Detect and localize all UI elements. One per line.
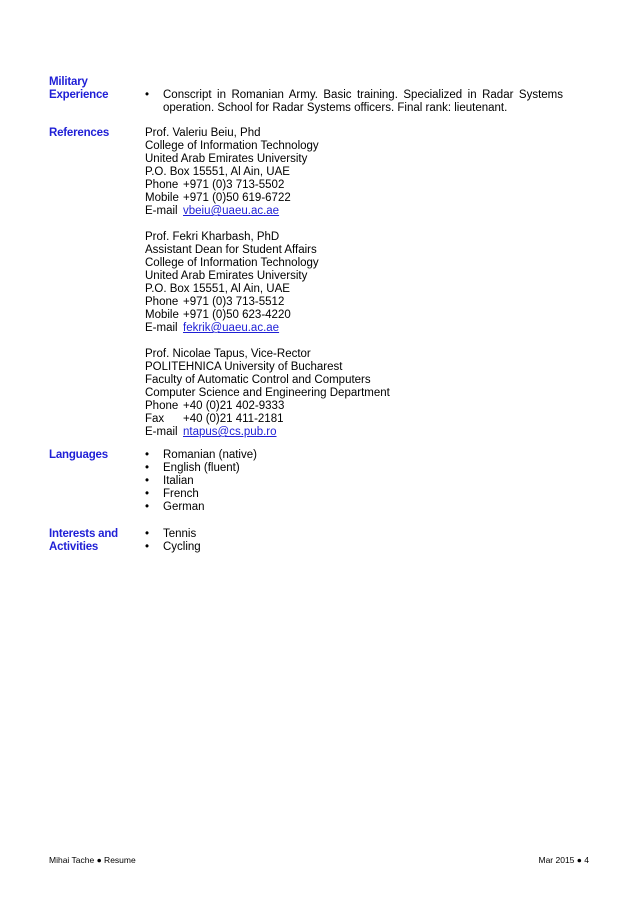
reference-line: Prof. Valeriu Beiu, Phd (145, 127, 261, 139)
label-line: Interests and (49, 528, 118, 540)
phone-line (145, 296, 563, 309)
reference-line: College of Information Technology (145, 257, 319, 269)
military-list (145, 89, 563, 115)
reference-line: Prof. Fekri Kharbash, PhD (145, 231, 280, 243)
language-text: French (163, 488, 199, 500)
interest-text: Cycling (163, 541, 201, 553)
section-label-military (49, 76, 139, 102)
references-content (145, 127, 563, 452)
list-item (145, 475, 563, 488)
reference-line: Assistant Dean for Student Affairs (145, 244, 317, 256)
list-item (145, 89, 563, 115)
language-text: German (163, 501, 205, 513)
email-link[interactable]: fekrik@uaeu.ac.ae (183, 322, 280, 334)
mobile-value: +971 (0)50 623-4220 (183, 309, 291, 321)
reference-3 (145, 348, 563, 439)
section-label-interests (49, 528, 139, 554)
phone-value: +971 (0)3 713-5502 (183, 179, 285, 191)
email-line (145, 426, 563, 439)
bullet-icon: • (145, 462, 150, 474)
fax-value: +40 (0)21 411-2181 (183, 413, 284, 425)
mobile-value: +971 (0)50 619-6722 (183, 192, 291, 204)
phone-label: Phone (145, 179, 179, 191)
interests-list (145, 528, 563, 554)
reference-line: College of Information Technology (145, 140, 319, 152)
reference-line: POLITEHNICA University of Bucharest (145, 361, 343, 373)
mobile-line (145, 192, 563, 205)
phone-value: +40 (0)21 402-9333 (183, 400, 285, 412)
phone-label: Phone (145, 296, 179, 308)
list-item (145, 501, 563, 514)
email-line (145, 322, 563, 335)
email-label: E-mail (145, 322, 178, 334)
footer-right: Mar 2015 ● 4 (538, 855, 589, 865)
bullet-icon: • (145, 89, 150, 101)
phone-label: Phone (145, 400, 179, 412)
section-label-languages: Languages (49, 449, 108, 461)
reference-line: Faculty of Automatic Control and Computers (145, 374, 371, 386)
reference-line: United Arab Emirates University (145, 153, 308, 165)
reference-1 (145, 127, 563, 218)
fax-line (145, 413, 563, 426)
bullet-icon: • (145, 501, 150, 513)
mobile-line (145, 309, 563, 322)
bullet-icon: • (145, 541, 150, 553)
fax-label: Fax (145, 413, 165, 425)
email-link[interactable]: ntapus@cs.pub.ro (183, 426, 277, 438)
bullet-icon: • (145, 449, 150, 461)
mobile-label: Mobile (145, 309, 179, 321)
label-line: Activities (49, 541, 99, 553)
label-line: Military (49, 76, 88, 88)
interest-text: Tennis (163, 528, 197, 540)
reference-line: United Arab Emirates University (145, 270, 308, 282)
reference-2 (145, 231, 563, 335)
mobile-label: Mobile (145, 192, 179, 204)
languages-list (145, 449, 563, 514)
bullet-icon: • (145, 488, 150, 500)
reference-line: Computer Science and Engineering Department (145, 387, 390, 399)
list-item (145, 488, 563, 501)
military-item-text: Conscript in Romanian Army. Basic training. Specialized in Radar Systems operation. School for Radar Systems officers. Final rank: lieutenant. (163, 89, 563, 114)
reference-line: P.O. Box 15551, Al Ain, UAE (145, 166, 290, 178)
language-text: Italian (163, 475, 194, 487)
phone-line (145, 400, 563, 413)
bullet-icon: • (145, 475, 150, 487)
phone-value: +971 (0)3 713-5512 (183, 296, 285, 308)
bullet-icon: • (145, 528, 150, 540)
list-item (145, 462, 563, 475)
list-item (145, 528, 563, 541)
language-text: Romanian (native) (163, 449, 257, 461)
list-item (145, 449, 563, 462)
list-item (145, 541, 563, 554)
email-label: E-mail (145, 205, 178, 217)
footer-left: Mihai Tache ● Resume (49, 855, 136, 865)
phone-line (145, 179, 563, 192)
reference-line: P.O. Box 15551, Al Ain, UAE (145, 283, 290, 295)
section-label-references: References (49, 127, 110, 139)
email-link[interactable]: vbeiu@uaeu.ac.ae (183, 205, 280, 217)
language-text: English (fluent) (163, 462, 240, 474)
reference-line: Prof. Nicolae Tapus, Vice-Rector (145, 348, 311, 360)
email-line (145, 205, 563, 218)
email-label: E-mail (145, 426, 178, 438)
label-line: Experience (49, 89, 109, 101)
